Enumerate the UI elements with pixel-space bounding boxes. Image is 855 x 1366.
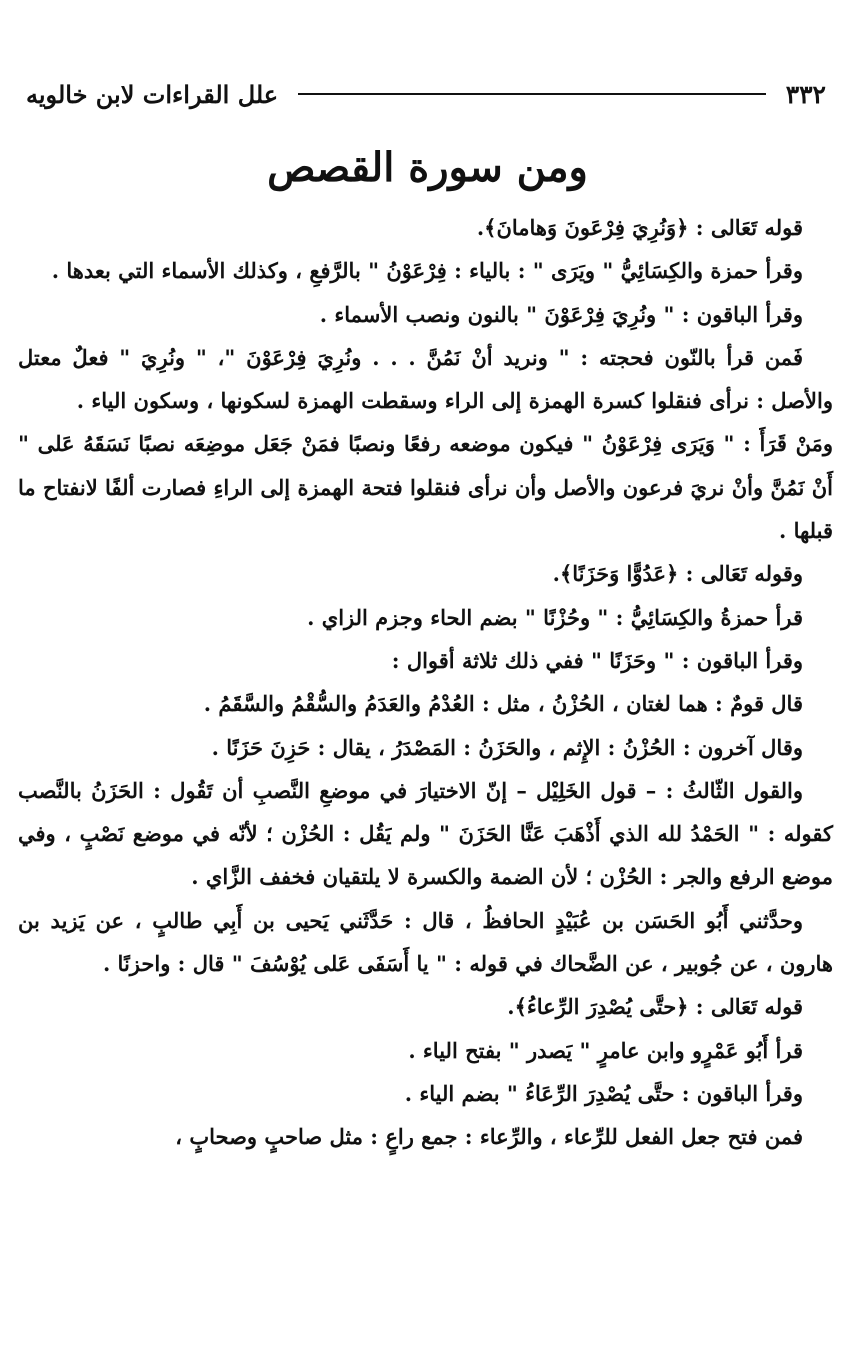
paragraph: قوله تَعَالى : ﴿حتَّى يُصْدِرَ الرِّعاءُ﴾. xyxy=(507,994,803,1020)
paragraph: وقرأ الباقون : " ونُرِيَ فِرْعَوْنَ " بالنون ونصب الأسماء . xyxy=(319,301,803,327)
paragraph: وقرأ حمزة والكِسَائِيُّ " ويَرَى " : بالياء : فِرْعَوْنُ " بالرَّفعِ ، وكذلك الأسماء التي بعدها . xyxy=(51,258,803,284)
paragraph: وقال آخرون : الحُزْنُ : الإِثم ، والحَزَنُ : المَصْدَرُ ، يقال : حَزِنَ حَزَنًا . xyxy=(211,734,803,760)
paragraph: فمن فتح جعل الفعل للرِّعاء ، والرِّعاء : جمع راعٍ : مثل صاحبٍ وصحابٍ ، xyxy=(175,1124,803,1150)
page-number: ٣٣٢ xyxy=(785,79,826,109)
paragraph: قوله تَعَالى : ﴿وَنُرِيَ فِرْعَونَ وَهامانَ﴾. xyxy=(476,215,803,240)
paragraph: والقول الثّالثُ : – قول الخَلِيْل – إنّ الاختيارَ في موضعِ النَّصبِ أن تَقُول : الحَزَنُ بالنَّصب كقوله : " الحَمْدُ لله الذي أَذْهَبَ عَنَّا الحَزَنَ " ولم يَقُل : الحُزْن ؛ لأنّه في موضع نَصْبٍ ، وفي موضع الرفع والجر : الحُزْن ؛ لأن الضمة والكسرة لا يلتقيان فخفف الزَّاي . xyxy=(18,777,833,890)
paragraph: فَمن قرأ بالنّون فحجته : " ونريد أنْ نَمُنَّ . . . ونُرِيَ فِرْعَوْنَ "، " ونُرِيَ " فعلٌ معتل والأصل : نرأى فنقلوا كسرة الهمزة إلى الراء وسقطت الهمزة لسكونها ، وسكون الياء . xyxy=(18,344,833,414)
paragraph: وقرأ الباقون : " وحَزَنًا " ففي ذلك ثلاثة أقوال : xyxy=(391,647,803,673)
header-rule xyxy=(298,93,766,95)
paragraph: قرأ حمزةُ والكِسَائِيُّ : " وحُزْنًا " بضم الحاء وجزم الزاي . xyxy=(307,604,803,630)
paragraph: قرأ أَبُو عَمْرٍو وابن عامرٍ " يَصدر " بفتح الياء . xyxy=(408,1037,803,1063)
paragraph: وحدَّثني أَبُو الحَسَن بن عُبَيْدٍ الحافظُ ، قال : حَدَّثَني يَحيى بن أَبِي طالبٍ ، عن يَزيد بن هارون ، عن جُوبير ، عن الضَّحاك في قوله : " يا أَسَفَى عَلى يُوْسُفَ " قال : واحزنًا . xyxy=(18,907,833,977)
paragraph: ومَنْ قَرَأَ : " وَيَرَى فِرْعَوْنُ " فيكون موضعه رفعًا ونصبًا فمَنْ جَعَل موضِعَه نصبًا نَسَقَهُ عَلى " أَنْ نَمُنَّ وأنْ نريَ فرعون والأصل وأن نرأى فنقلوا فتحة الهمزة إلى الراءِ فصارت ألفًا لانفتاح ما قبلها . xyxy=(18,431,833,544)
running-title: علل القراءات لابن خالويه xyxy=(26,79,279,109)
chapter-title: ومن سورة القصص xyxy=(267,144,588,191)
paragraph: قال قومٌ : هما لغتان ، الحُزْنُ ، مثل : العُدْمُ والعَدَمُ والسُّقْمُ والسَّقَمُ . xyxy=(203,691,803,717)
body-text xyxy=(18,206,833,1159)
running-header xyxy=(26,74,826,114)
paragraph: وقرأ الباقون : حتَّى يُصْدِرَ الرِّعَاءُ " بضم الياء . xyxy=(404,1080,803,1106)
paragraph: وقوله تَعَالى : ﴿عَدُوًّا وَحَزَنًا﴾. xyxy=(552,561,803,587)
